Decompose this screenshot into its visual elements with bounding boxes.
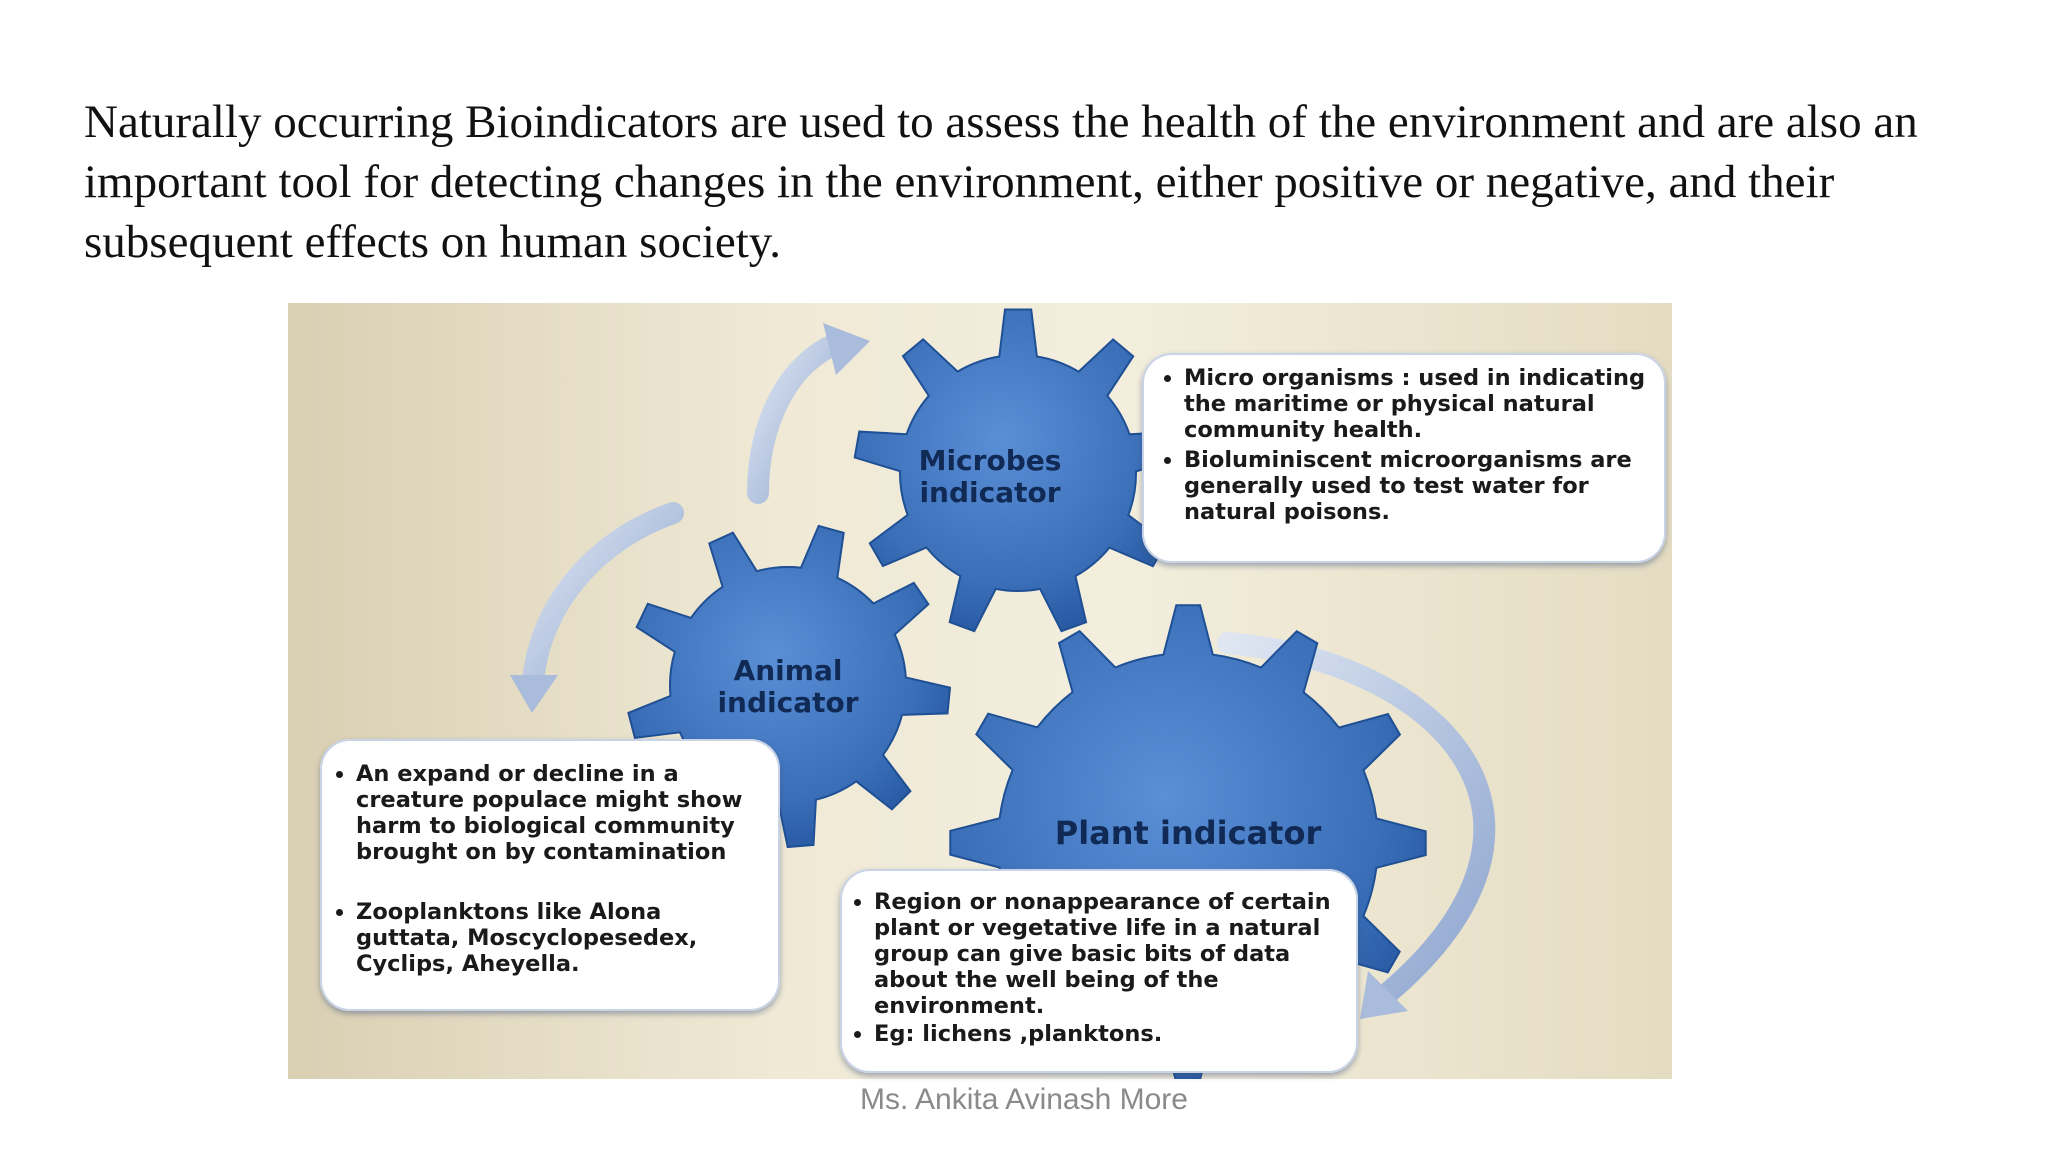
callout-microbes-point-1: • Micro organisms : used in indicating the maritime or physical natural community health. — [1184, 365, 1652, 443]
callout-plant — [840, 869, 1358, 1073]
callout-plant-point-2: • Eg: lichens ,planktons. — [874, 1021, 1348, 1047]
author-footer: Ms. Ankita Avinash More — [860, 1083, 1188, 1116]
gear-label-microbes: Microbes indicator — [918, 444, 1062, 509]
callout-animal — [320, 739, 780, 1011]
bioindicator-diagram — [288, 303, 1672, 1079]
cycle-arrow-top-head — [823, 323, 870, 375]
cycle-arrow-left-head — [510, 675, 558, 713]
gear-label-animal: Animal indicator — [717, 654, 859, 719]
callout-microbes-point-2: • Bioluminiscent microorganisms are generally used to test water for natural poisons. — [1184, 447, 1652, 525]
callout-plant-point-1: • Region or nonappearance of certain plant or vegetative life in a natural group can give basic bits of data about the well being of the environment. — [874, 889, 1348, 1019]
callout-microbes — [1142, 353, 1666, 563]
cycle-arrow-left — [533, 513, 673, 683]
cycle-arrow-top — [758, 343, 838, 493]
intro-paragraph: Naturally occurring Bioindicators are used to assess the health of the environment and are also an important tool for detecting changes in the environment, either positive or negative, and their subsequent effects on human society. — [84, 96, 1918, 268]
callout-animal-point-1: • An expand or decline in a creature populace might show harm to biological community brought on by contamination — [356, 761, 768, 865]
gear-label-plant: Plant indicator — [1054, 814, 1322, 852]
callout-animal-point-2: • Zooplanktons like Alona guttata, Moscyclopesedex, Cyclips, Aheyella. — [356, 899, 768, 977]
